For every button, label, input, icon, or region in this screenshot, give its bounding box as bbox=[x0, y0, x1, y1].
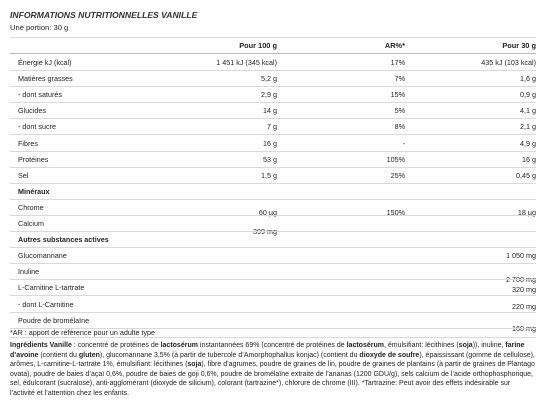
row-per-30g: 4,1 g bbox=[520, 106, 536, 116]
row-ar-percent: - bbox=[402, 138, 405, 148]
ingredient-highlight: gluten bbox=[78, 351, 100, 359]
row-per-30g: 2,1 g bbox=[520, 122, 536, 132]
row-divider bbox=[10, 102, 536, 103]
row-label: - dont sucre bbox=[18, 122, 56, 132]
page-title: INFORMATIONS NUTRITIONNELLES VANILLE bbox=[10, 10, 198, 20]
ingredient-text: )), inuline, bbox=[472, 342, 506, 349]
ingredient-text: instantannées 69% (concentré de protéines de bbox=[197, 342, 347, 349]
row-per-30g: 320 mg bbox=[512, 285, 536, 295]
row-divider bbox=[10, 231, 536, 232]
row-label: Énergie kJ (kcal) bbox=[18, 58, 72, 67]
header-per-100g: Pour 100 g bbox=[239, 41, 277, 50]
ingredient-text: ), épaississant (gomme de cellulose), arômes, L-carnitine-L-tartrate 1%, émulsifiant: lécithines ( bbox=[10, 351, 535, 369]
row-label: Autres substances actives bbox=[18, 235, 109, 245]
row-divider bbox=[10, 247, 536, 248]
row-label: Minéraux bbox=[18, 186, 50, 196]
row-per-100g: 60 µg bbox=[258, 207, 277, 217]
ingredient-highlight: Ingrédients Vanille bbox=[10, 342, 72, 349]
row-per-30g: 0,45 g bbox=[516, 170, 536, 180]
portion-size: Une portion: 30 g bbox=[10, 23, 69, 32]
row-per-30g: 1 050 mg bbox=[506, 251, 536, 261]
row-per-100g: 1,5 g bbox=[261, 170, 277, 180]
row-per-30g: 160 mg bbox=[512, 323, 536, 333]
row-per-30g: 435 kJ (103 kcal) bbox=[481, 58, 536, 67]
reference-footnote: *AR : apport de référence pour un adulte type bbox=[10, 328, 156, 337]
ingredient-highlight: soja bbox=[458, 342, 473, 349]
row-per-30g: 16 g bbox=[522, 154, 536, 164]
row-per-100g: 5,2 g bbox=[261, 74, 277, 84]
row-label: Fibres bbox=[18, 138, 38, 148]
header-ar-percent: AR%* bbox=[384, 41, 405, 50]
ingredient-highlight: lactosérum bbox=[160, 342, 198, 349]
row-per-30g: 4,9 g bbox=[520, 138, 536, 148]
row-divider bbox=[10, 215, 536, 216]
ingredient-text: ), fibre d’agrumes, poudre de graines de lin, poudre de graines de plantains (à partir de graines de Plantago ovata), poudre de baies d’açaï 0,6%, poudre de baies de goji 0,6%, poudre de bromélaïne extraite de l’ananas (1200 GDU/g), sels calcium de l’acide orthophosphorique, sel, édulcorant (sucralose), anti-agglomérant (dioxyde de silicium), colorant (tartrazine*), chlorure de chrome (III). *Tartrazine: Peut avoir des effets indésirable sur l’activité et l’attention chez les enfants. bbox=[10, 361, 535, 397]
ingredient-highlight: soja bbox=[187, 361, 202, 369]
row-label: Protéines bbox=[18, 154, 49, 164]
row-label: Poudre de bromélaïne bbox=[18, 315, 90, 325]
ingredient-highlight: lactosérum bbox=[346, 342, 384, 349]
row-label: Inuline bbox=[18, 267, 40, 277]
row-ar-percent: 25% bbox=[390, 170, 405, 180]
row-ar-percent: 17% bbox=[390, 58, 405, 67]
row-divider bbox=[10, 183, 536, 184]
row-ar-percent: 7% bbox=[394, 74, 405, 84]
row-divider bbox=[10, 86, 536, 87]
ingredient-text: ), glucomannane 3,5% (à partir de tubercole d’Amorphophallus konjac) (contient du bbox=[99, 351, 360, 359]
row-divider bbox=[10, 279, 536, 280]
ingredient-text: , émulsifiant: lécithines ( bbox=[383, 342, 459, 349]
row-per-100g: 2,9 g bbox=[261, 90, 277, 100]
row-per-100g: 14 g bbox=[263, 106, 277, 116]
row-divider bbox=[10, 263, 536, 264]
row-label: Glucomannane bbox=[18, 251, 67, 261]
header-divider bbox=[10, 53, 536, 54]
ingredient-highlight: farine d’avoine bbox=[10, 342, 525, 359]
row-per-30g: 0,9 g bbox=[520, 90, 536, 100]
row-ar-percent: 5% bbox=[394, 106, 405, 116]
row-ar-percent: 105% bbox=[386, 154, 405, 164]
row-per-30g: 18 µg bbox=[517, 207, 536, 217]
row-divider bbox=[10, 167, 536, 168]
row-divider bbox=[10, 151, 536, 152]
row-label: Matières grasses bbox=[18, 74, 73, 84]
row-per-30g: 1,6 g bbox=[520, 74, 536, 84]
row-label: Chrome bbox=[18, 202, 44, 212]
footnote-divider bbox=[10, 337, 536, 338]
ingredient-highlight: dioxyde de soufre bbox=[359, 351, 420, 359]
header-per-30g: Pour 30 g bbox=[502, 41, 536, 50]
row-label: Calcium bbox=[18, 219, 44, 228]
row-label: - dont saturés bbox=[18, 90, 62, 100]
row-label: Sel bbox=[18, 170, 29, 180]
row-label: L-Carnitine L-tartrate bbox=[18, 283, 85, 293]
row-divider bbox=[10, 134, 536, 135]
row-ar-percent: 150% bbox=[386, 207, 405, 217]
table-top-divider bbox=[10, 37, 536, 38]
row-divider bbox=[10, 295, 536, 296]
row-ar-percent: 15% bbox=[390, 90, 405, 100]
row-per-100g: 399 mg bbox=[253, 227, 277, 236]
row-per-100g: 1 451 kJ (345 kcal) bbox=[216, 58, 277, 67]
ingredients-text bbox=[10, 341, 536, 399]
row-divider bbox=[10, 199, 536, 200]
row-per-100g: 7 g bbox=[267, 122, 277, 132]
ingredient-text: (contient du bbox=[38, 351, 79, 359]
row-divider bbox=[10, 118, 536, 119]
row-per-100g: 16 g bbox=[263, 138, 277, 148]
row-ar-percent: 8% bbox=[394, 122, 405, 132]
row-per-30g: 2 700 mg bbox=[506, 275, 536, 285]
row-divider bbox=[10, 70, 536, 71]
ingredient-text: : concentré de protéines de bbox=[71, 342, 161, 349]
row-label: Glucides bbox=[18, 106, 46, 116]
row-per-30g: 220 mg bbox=[512, 301, 536, 311]
row-divider bbox=[10, 312, 536, 313]
row-label: - dont L-Carnitine bbox=[18, 299, 74, 309]
row-per-100g: 53 g bbox=[263, 154, 277, 164]
